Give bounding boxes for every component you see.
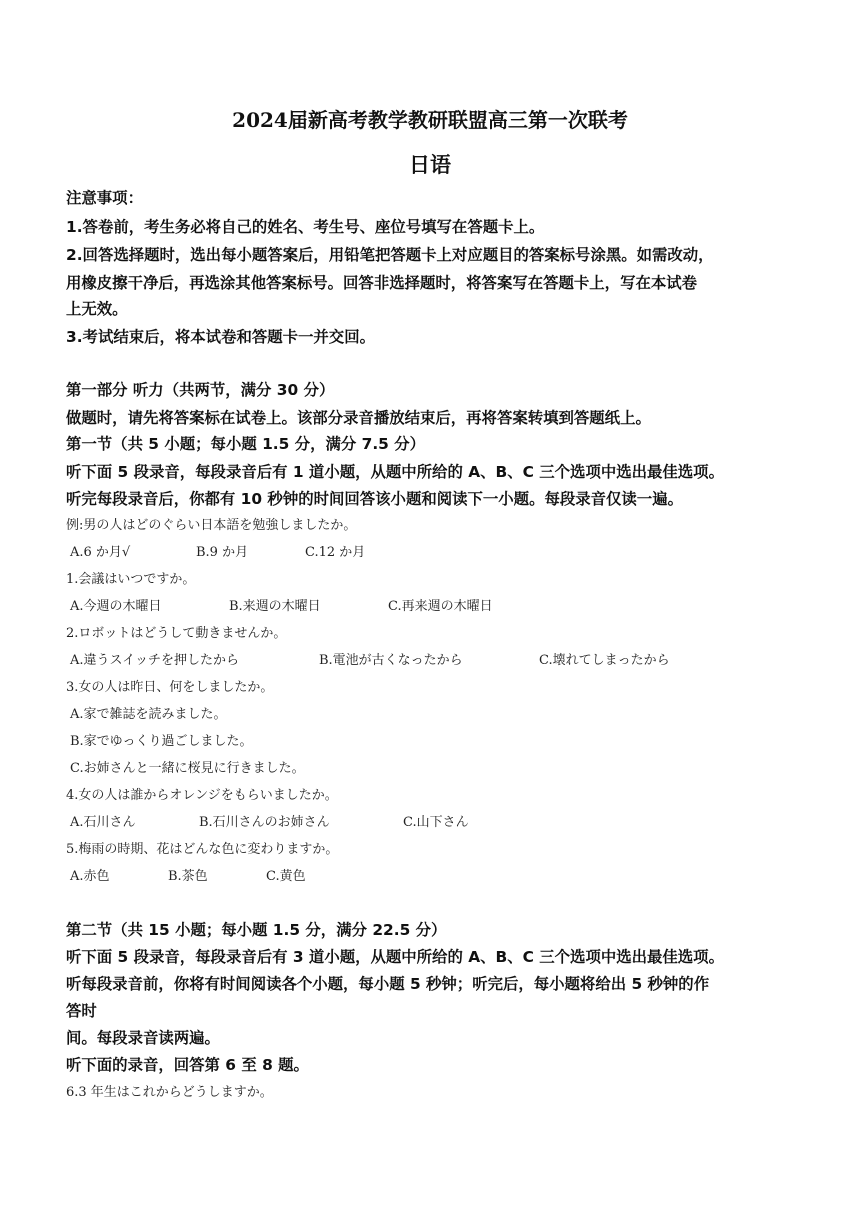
question-1-option-a: A.今週の木曜日 xyxy=(70,599,162,614)
section2-instruction-line-4: 间。每段录音读两遍。 xyxy=(66,1029,220,1047)
question-3-option-a: A.家で雑誌を読みました。 xyxy=(70,707,227,722)
section2-instruction-line-3: 答时 xyxy=(66,1002,97,1020)
question-4-option-b: B.石川さんのお姉さん xyxy=(199,815,330,830)
part1-heading: 第一部分 听力（共两节，满分 30 分） xyxy=(66,381,335,399)
question-6: 6.3 年生はこれからどうしますか。 xyxy=(66,1085,273,1100)
question-5: 5.梅雨の時期、花はどんな色に変わりますか。 xyxy=(66,842,339,857)
question-5-option-b: B.茶色 xyxy=(168,869,208,884)
section2-heading: 第二节（共 15 小题；每小题 1.5 分，满分 22.5 分） xyxy=(66,921,447,939)
question-4-option-c: C.山下さん xyxy=(403,815,469,830)
question-3-option-c: C.お姉さんと一緒に桜見に行きました。 xyxy=(70,761,305,776)
example-question: 例:男の人はどのぐらい日本語を勉強しましたか。 xyxy=(66,518,357,533)
section2-instruction-line-1: 听下面 5 段录音，每段录音后有 3 道小题，从题中所给的 A、B、C 三个选项中选出最佳选项。 xyxy=(66,948,724,966)
question-1-option-c: C.再来週の木曜日 xyxy=(388,599,493,614)
section1-instruction-line-1: 听下面 5 段录音，每段录音后有 1 道小题，从题中所给的 A、B、C 三个选项中选出最佳选项。 xyxy=(66,463,724,481)
section1-heading: 第一节（共 5 小题；每小题 1.5 分，满分 7.5 分） xyxy=(66,435,426,453)
question-5-option-c: C.黄色 xyxy=(266,869,306,884)
question-3: 3.女の人は昨日、何をしましたか。 xyxy=(66,680,274,695)
example-option-a: A.6 か月√ xyxy=(70,545,131,560)
notes-item-1: 1.答卷前，考生务必将自己的姓名、考生号、座位号填写在答题卡上。 xyxy=(66,218,545,236)
question-4: 4.女の人は誰からオレンジをもらいましたか。 xyxy=(66,788,338,803)
exam-title: 2024届新高考教学教研联盟高三第一次联考 xyxy=(232,108,628,132)
question-1-option-b: B.来週の木曜日 xyxy=(229,599,321,614)
notes-item-2-line-3: 上无效。 xyxy=(66,300,128,318)
question-1: 1.会議はいつですか。 xyxy=(66,572,196,587)
notes-item-2-line-1: 2.回答选择题时，选出每小题答案后，用铅笔把答题卡上对应题目的答案标号涂黑。如需改动， xyxy=(66,246,714,264)
part1-instruction: 做题时，请先将答案标在试卷上。该部分录音播放结束后，再将答案转填到答题纸上。 xyxy=(66,409,651,427)
question-5-option-a: A.赤色 xyxy=(70,869,110,884)
section1-instruction-line-2: 听完每段录音后，你都有 10 秒钟的时间回答该小题和阅读下一小题。每段录音仅读一遍。 xyxy=(66,490,683,508)
question-2-option-c: C.壊れてしまったから xyxy=(539,653,670,668)
notes-item-2-line-2: 用橡皮擦干净后，再选涂其他答案标号。回答非选择题时，将答案写在答题卡上，写在本试卷 xyxy=(66,274,698,292)
example-option-c: C.12 か月 xyxy=(305,545,366,560)
section2-instruction-line-2: 听每段录音前，你将有时间阅读各个小题，每小题 5 秒钟；听完后，每小题将给出 5 秒钟的作 xyxy=(66,975,710,993)
question-3-option-b: B.家でゆっくり過ごしました。 xyxy=(70,734,253,749)
section2-sub-instruction: 听下面的录音，回答第 6 至 8 题。 xyxy=(66,1056,309,1074)
notes-heading: 注意事项： xyxy=(66,189,143,207)
question-4-option-a: A.石川さん xyxy=(70,815,136,830)
question-2: 2.ロボットはどうして動きませんか。 xyxy=(66,626,287,641)
notes-item-3: 3.考试结束后，将本试卷和答题卡一并交回。 xyxy=(66,328,375,346)
question-2-option-a: A.違うスイッチを押したから xyxy=(70,653,240,668)
example-option-b: B.9 か月 xyxy=(196,545,249,560)
question-2-option-b: B.電池が古くなったから xyxy=(319,653,463,668)
subject-title: 日语 xyxy=(409,152,451,177)
